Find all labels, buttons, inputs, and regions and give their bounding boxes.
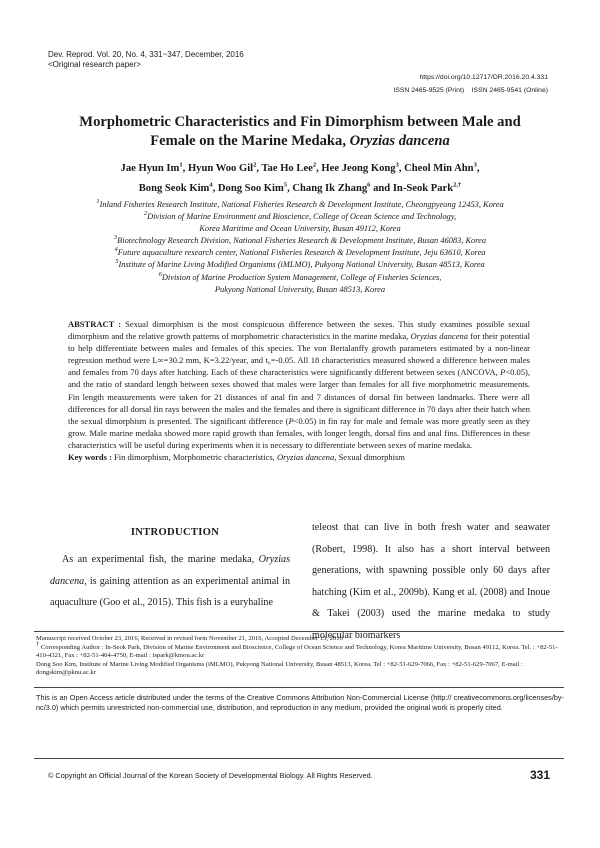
author-affil-mark: 3	[395, 161, 399, 169]
author-affil-mark: 1	[179, 161, 183, 169]
affiliation-4: $^4$Future aquaculture research center, National Fisheries Research & Development Institute, Jeju 63610, Korea	[114, 246, 486, 258]
keywords: Key words : Fin dimorphism, Morphometric characteristics, Oryzias dancena, Sexual dimorphism	[68, 452, 405, 463]
author: Jae Hyun Im	[120, 163, 180, 174]
author: Hee Jeong Kong	[321, 163, 396, 174]
author-affil-mark: 2	[253, 161, 257, 169]
author: Dong Soo Kim	[217, 183, 284, 194]
author-affil-mark: 2,†	[453, 181, 462, 189]
affiliation-6: $^6$Division of Marine Production System Management, College of Fisheries Sciences,	[158, 270, 442, 282]
introduction-heading: INTRODUCTION	[130, 527, 220, 538]
intro-species: Oryzias dancena	[50, 554, 290, 587]
page-number: 331	[529, 768, 550, 782]
affiliations	[40, 199, 560, 296]
abstract: ABSTRACT : Sexual dimorphism is the most conspicuous difference between the sexes. This study examines possible sexual dimorphism and the relative growth patterns of morphometric characteristics in the marine medaka, Oryzias dancena for their potential to help differentiate between males and females of this species. The von Bertalanffy growth parameters estimated by a non-linear regression method were L∞=30.2 mm, K=3.22/year, and t₀=-0.05. All 18 characteristics measured showed a difference between males and females from 70 days after hatching. Each of these characteristics were significantly different between sexes (ANCOVA, P<0.05), and the ratio of standard length between sexes showed that males were larger than females for all five morphometric measurements. Fin length measurements were taken for 21 distances of anal fin and 7 distances of dorsal fin between landmarks. There were all differences for all dorsal fin rays between the males and the females and there is significant difference in 70 days after their hatch when the sexual dimorphism is presented. The significant difference (P<0.05) in fin ray for male and female was more greatly seen as they grow. Male marine medaka showed more rapid growth than females, with longer length, dorsal fins and anal fins. Differences in these characteristics will be useful during experiments when it is necessary to differentiate between sexes of marine medaka. Key words : Fin dimorphism, Morphometric characteristics, Oryzias dancena, Sexual dimorphism	[68, 319, 531, 463]
abstract-label: ABSTRACT :	[68, 319, 122, 329]
footnote-divider	[34, 631, 564, 632]
footnotes	[36, 635, 564, 678]
author-line-2: Bong Seok Kim$^4$, Dong Soo Kim$^5$, Chang Ik Zhang$^6$ and In-Seok Park$^{2,\dagger}$	[138, 181, 462, 194]
author-affil-mark: 6	[367, 181, 371, 189]
paper-type: <Original research paper>	[48, 60, 141, 69]
affiliation-1: $^1$Inland Fisheries Research Institute, National Fisheries Research & Development Institute, Cheongpyeong 12453, Korea	[96, 198, 504, 209]
title-species: Oryzias dancena	[349, 133, 450, 149]
copyright-icon: ©	[48, 771, 54, 780]
doi-link[interactable]: https://doi.org/10.12717/DR.2016.20.4.331	[419, 74, 548, 81]
author-affil-mark: 2	[312, 161, 317, 169]
affiliation-3: $^3$Biotechnology Research Division, National Fisheries Research & Development Institute, Busan 46083, Korea	[113, 234, 487, 246]
author-list	[40, 159, 560, 199]
keywords-label: Key words :	[68, 452, 112, 463]
affiliation-2: $^2$Division of Marine Environment and Bioscience, College of Ocean Science and Technology,	[143, 210, 457, 222]
author-affil-mark: 4	[209, 181, 213, 189]
author-affil-mark: 3	[473, 161, 477, 169]
issn-line: ISSN 2465-9525 (Print) ISSN 2465-9541 (Online)	[393, 87, 548, 94]
intro-right-column: teleost that can live in both fresh water and seawater (Robert, 1998). It also has a short interval between generations, with spawning possible only 60 days after hatching (Kim et al., 2009b). Kang et al. (2008) and Inoue & Takei (2003) used the marine medaka to study molecular biomarkers	[312, 522, 550, 641]
author: Chang Ik Zhang	[292, 183, 368, 194]
title-line-2	[40, 132, 560, 151]
title-line-2-text: Female on the Marine Medaka,	[150, 133, 350, 149]
author-affil-mark: 5	[283, 181, 288, 189]
author-line-1: Jae Hyun Im$^1$, Hyun Woo Gil$^2$, Tae Ho Lee$^2$, Hee Jeong Kong$^3$, Cheol Min Ahn$^3$,	[120, 161, 480, 174]
copyright-line: © Copyright an Official Journal of the Korean Society of Developmental Biology. All Rights Reserved.	[48, 771, 373, 780]
affiliation-5: $^5$Institute of Marine Living Modified Organisms (iMLMO), Pukyong National University, Busan 48513, Korea	[115, 258, 485, 270]
journal-citation: Dev. Reprod. Vol. 20, No. 4, 331~347, December, 2016	[48, 50, 244, 59]
license-notice: This is an Open Access article distributed under the terms of the Creative Commons Attribution Non-Commercial License (http:// creativecommons.org/licenses/by-nc/3.0) which permits unrestricted non-commercial use, distribution, and reproduction in any medium, provided the original work is properly cited.	[36, 693, 564, 713]
author: Cheol Min Ahn	[404, 163, 474, 174]
affiliation-2-cont: Korea Maritime and Ocean University, Busan 49112, Korea	[199, 224, 401, 234]
second-author-note: Dong Soo Kim, Institute of Marine Living Modified Organisms (iMLMO), Pukyong National University, Busan 48513, Korea, Tel : +82-51-629-7066, Fax : +82-51-629-7067, E-mail : dongskim@pknu.ac.kr	[36, 660, 523, 676]
corresponding-author: In-Seok Park	[392, 183, 454, 194]
author: Hyun Woo Gil	[187, 163, 254, 174]
license-divider	[34, 687, 564, 688]
abstract-species: Oryzias dancena	[410, 331, 468, 342]
corresponding-author-note: † Corresponding Author : In-Seok Park, Division of Marine Environment and Bioscience, College of Ocean Science and Technology, Korea Maritime University, Busan 49112, Korea. Tel. : +82-51-410-4321, Fax : +82-51-404-4750, E-mail : ispark@kmou.ac.kr	[36, 640, 558, 659]
affiliation-6-cont: Pukyong National University, Busan 48513, Korea	[214, 284, 386, 294]
paper-title	[40, 113, 560, 151]
author: Bong Seok Kim	[138, 183, 210, 194]
intro-left-column: As an experimental fish, the marine medaka, Oryzias dancena, is gaining attention as an experimental animal in aquaculture (Goo et al., 2015). This fish is a euryhaline	[50, 554, 290, 608]
footer-divider	[34, 758, 564, 759]
title-line-1: Morphometric Characteristics and Fin Dimorphism between Male and	[79, 114, 521, 130]
manuscript-dates: Manuscript received October 23, 2016, Received in revised form November 21, 2016, Accepted December 15, 2016	[36, 635, 343, 642]
author: Tae Ho Lee	[261, 163, 313, 174]
journal-header	[48, 50, 244, 70]
doi-block	[393, 71, 548, 97]
